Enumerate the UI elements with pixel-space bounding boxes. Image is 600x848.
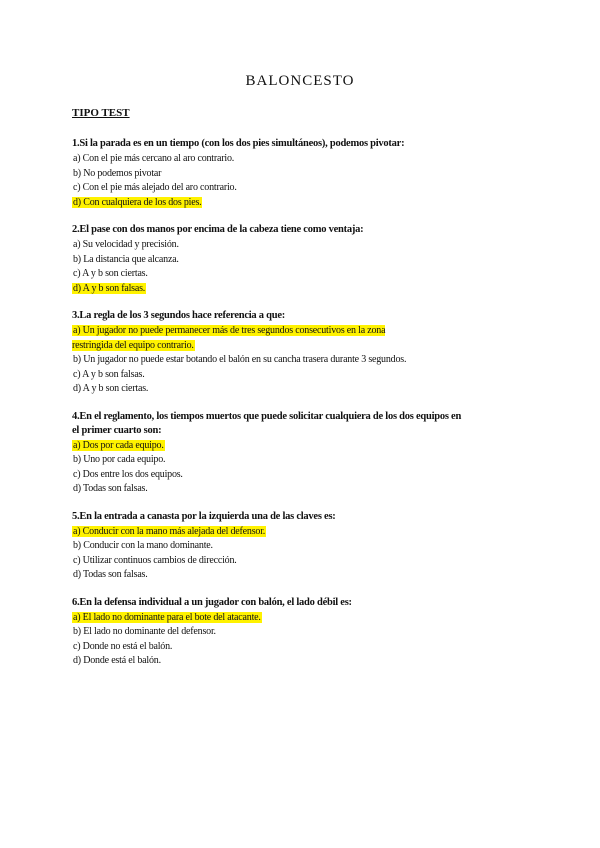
question-block xyxy=(72,510,532,583)
answer-option-text: b) No podemos pivotar xyxy=(73,167,162,179)
answer-option xyxy=(72,253,532,268)
answer-option-text: a) Con el pie más cercano al aro contrario. xyxy=(73,153,235,164)
answer-option-correct xyxy=(72,525,532,540)
question-block xyxy=(72,309,532,397)
answer-option-text: c) Utilizar continuos cambios de dirección. xyxy=(73,554,237,566)
answer-option xyxy=(72,238,532,253)
answer-option xyxy=(72,625,532,640)
question-text: 1.Si la parada es en un tiempo (con los dos pies simultáneos), podemos pivotar: xyxy=(72,138,405,149)
answer-option-text: d) A y b son falsas. xyxy=(73,282,146,294)
question-text: 2.El pase con dos manos por encima de la cabeza tiene como ventaja: xyxy=(72,224,364,235)
answer-option-text: b) La distancia que alcanza. xyxy=(73,253,179,265)
answer-option-text: a) Dos por cada equipo. xyxy=(73,439,164,451)
question-block xyxy=(72,410,532,497)
answer-option xyxy=(72,554,532,569)
answer-option-text: b) Un jugador no puede estar botando el balón en su cancha trasera durante 3 segundos. xyxy=(73,354,407,365)
answer-option-text: d) Todas son falsas. xyxy=(73,569,148,580)
answer-option-text: a) Un jugador no puede permanecer más de tres segundos consecutivos en la zona restringida del equipo contrario. xyxy=(72,325,386,351)
answer-option-text: d) Donde está el balón. xyxy=(73,655,161,666)
answer-option-text: a) Conducir con la mano más alejada del defensor. xyxy=(73,525,266,537)
answer-option xyxy=(72,539,532,554)
answer-option xyxy=(72,654,532,669)
answer-option-text: d) Todas son falsas. xyxy=(73,483,148,494)
answer-option xyxy=(72,640,532,655)
answer-option-correct xyxy=(72,439,532,454)
answer-option-text: d) A y b son ciertas. xyxy=(73,383,149,394)
answer-option-text: c) Con el pie más alejado del aro contrario. xyxy=(73,182,237,193)
answer-option-text: c) Dos entre los dos equipos. xyxy=(73,468,183,480)
answer-option xyxy=(72,453,532,468)
answer-option xyxy=(72,482,532,497)
answer-option-text: b) El lado no dominante del defensor. xyxy=(73,626,216,637)
answer-option xyxy=(72,568,532,583)
question-block xyxy=(72,596,532,669)
answer-option xyxy=(72,167,532,182)
answer-option-text: a) Su velocidad y precisión. xyxy=(73,239,179,250)
question-block xyxy=(72,223,532,296)
section-heading: TIPO TEST xyxy=(72,107,130,119)
answer-option-text: d) Con cualquiera de los dos pies. xyxy=(73,196,202,208)
answer-option-text: c) Donde no está el balón. xyxy=(73,640,173,652)
question-block xyxy=(72,137,532,210)
document-title: BALONCESTO xyxy=(245,73,355,89)
answer-option xyxy=(72,267,532,282)
answer-option xyxy=(72,353,532,368)
answer-option-correct xyxy=(72,611,532,626)
answer-option-correct xyxy=(72,324,532,353)
answer-option-text: b) Uno por cada equipo. xyxy=(73,454,166,465)
answer-option xyxy=(72,468,532,483)
answer-option xyxy=(72,382,532,397)
answer-option xyxy=(72,368,532,383)
answer-option-text: b) Conducir con la mano dominante. xyxy=(73,540,213,551)
answer-option-text: c) A y b son ciertas. xyxy=(73,268,148,279)
answer-option xyxy=(72,181,532,196)
question-text: 4.En el reglamento, los tiempos muertos que puede solicitar cualquiera de los dos equipos en el primer cuarto son: xyxy=(72,410,462,436)
answer-option-text: c) A y b son falsas. xyxy=(73,368,145,380)
answer-option-text: a) El lado no dominante para el bote del atacante. xyxy=(73,611,261,623)
question-list xyxy=(72,137,532,682)
question-text: 6.En la defensa individual a un jugador con balón, el lado débil es: xyxy=(72,596,352,608)
question-text: 5.En la entrada a canasta por la izquierda una de las claves es: xyxy=(72,510,336,522)
answer-option xyxy=(72,152,532,167)
answer-option-correct xyxy=(72,282,532,297)
answer-option-correct xyxy=(72,196,532,211)
question-text: 3.La regla de los 3 segundos hace referencia a que: xyxy=(72,310,285,321)
